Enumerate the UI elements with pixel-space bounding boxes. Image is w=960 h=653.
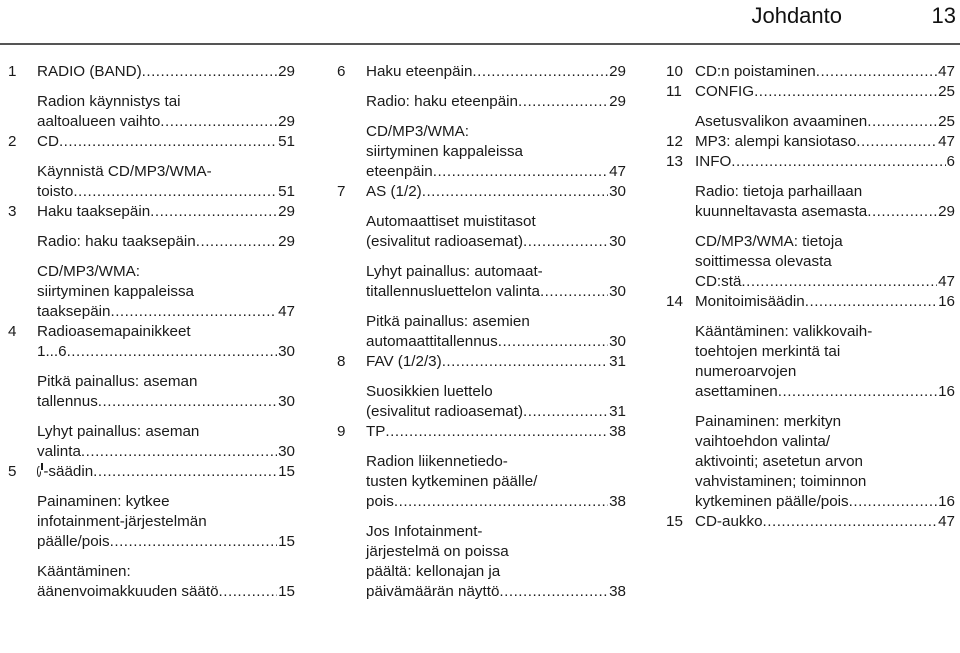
dot-leader <box>856 132 937 152</box>
dot-leader <box>150 202 277 222</box>
dot-leader <box>433 162 608 182</box>
power-icon <box>37 466 41 477</box>
entry-number: 7 <box>337 183 346 200</box>
entry-text-line: Kääntäminen: <box>37 563 131 580</box>
dot-leader <box>754 82 937 102</box>
entry-text-line: Käynnistä CD/MP3/WMA- <box>37 163 212 180</box>
entry-text-line: toisto <box>37 183 74 200</box>
page-reference: 47 <box>938 63 955 80</box>
entry-text-line: Radio: haku taaksepäin <box>37 233 196 250</box>
entry-text-line: päälle/pois <box>37 533 110 550</box>
page-reference: 31 <box>609 403 626 420</box>
dot-leader <box>849 492 937 512</box>
entry-text-line: Radio: tietoja parhaillaan <box>695 183 863 200</box>
entry-text-line: CD-aukko <box>695 513 763 530</box>
page-reference: 16 <box>938 493 955 510</box>
entry-reference-line <box>37 342 295 362</box>
entry-text-line: infotainment-järjestelmän <box>37 513 207 530</box>
entry-reference-line <box>37 462 295 482</box>
entry-number: 11 <box>666 83 682 100</box>
index-entry <box>666 62 955 82</box>
entry-text-line: automaattitallennus <box>366 333 498 350</box>
page-reference: 47 <box>278 303 295 320</box>
dot-leader <box>219 582 278 602</box>
entry-text-line: Suosikkien luettelo <box>366 383 493 400</box>
index-subentry <box>37 562 295 602</box>
dot-leader <box>540 282 608 302</box>
dot-leader <box>523 232 608 252</box>
entry-text-line: Haku taaksepäin <box>37 203 151 220</box>
index-entry <box>666 82 955 132</box>
entry-text-line: Radio: haku eteenpäin <box>366 93 518 110</box>
entry-text-line: toehtojen merkintä tai <box>695 343 841 360</box>
index-entry <box>666 512 955 532</box>
index-subentry <box>695 112 955 132</box>
page-reference: 38 <box>609 583 626 600</box>
entry-reference-line <box>37 182 295 202</box>
entry-reference-line <box>37 62 295 82</box>
entry-reference-line <box>695 112 955 132</box>
entry-text-line: Painaminen: merkityn <box>695 413 842 430</box>
index-subentry <box>366 62 626 82</box>
page-reference: 47 <box>938 513 955 530</box>
entry-text-line: Pitkä painallus: asemien <box>366 313 530 330</box>
entry-text-line: AS (1/2) <box>366 183 422 200</box>
entry-reference-line <box>695 152 955 172</box>
entry-text-line: vahvistaminen; toiminnon <box>695 473 867 490</box>
dot-leader <box>196 232 277 252</box>
index-entry <box>666 152 955 292</box>
entry-text-line: vaihtoehdon valinta/ <box>695 433 831 450</box>
entry-text-line: Haku eteenpäin <box>366 63 473 80</box>
section-title: Johdanto <box>751 3 842 28</box>
index-entry <box>8 132 295 202</box>
index-subentry <box>695 82 955 102</box>
dot-leader <box>741 272 937 292</box>
entry-text-line: eteenpäin <box>366 163 433 180</box>
index-column-2 <box>337 62 626 602</box>
page-reference: 29 <box>938 203 955 220</box>
entry-reference-line <box>366 182 626 202</box>
entry-text-line: siirtyminen kappaleissa <box>366 143 524 160</box>
entry-reference-line <box>366 282 626 302</box>
entry-text-line: kytkeminen päälle/pois <box>695 493 849 510</box>
entry-text-line: CD/MP3/WMA: <box>366 123 469 140</box>
entry-text-line: päältä: kellonajan ja <box>366 563 501 580</box>
index-entry <box>666 292 955 512</box>
dot-leader <box>110 302 277 322</box>
index-subentry <box>37 132 295 152</box>
entry-number: 5 <box>8 463 17 480</box>
entry-reference-line <box>366 62 626 82</box>
entry-text-line: Radioasemapainikkeet <box>37 323 191 340</box>
index-subentry <box>366 422 626 442</box>
index-subentry <box>366 522 626 602</box>
page-reference: 16 <box>938 383 955 400</box>
dot-leader <box>81 442 277 462</box>
dot-leader <box>518 92 608 112</box>
page-reference: 30 <box>609 233 626 250</box>
index-subentry <box>37 462 295 482</box>
entry-text-line: kuunneltavasta asemasta <box>695 203 868 220</box>
entry-text-line: (esivalitut radioasemat) <box>366 233 523 250</box>
page-reference: 30 <box>609 333 626 350</box>
entry-text-line: taaksepäin <box>37 303 111 320</box>
page-reference: 29 <box>278 233 295 250</box>
entry-reference-line <box>37 392 295 412</box>
index-subentry <box>695 232 955 292</box>
entry-text-line: valinta <box>37 443 81 460</box>
entry-text-line: CD:stä <box>695 273 742 290</box>
entry-text-line: aktivointi; asetetun arvon <box>695 453 864 470</box>
index-subentry <box>695 132 955 152</box>
dot-leader <box>472 62 608 82</box>
entry-text-line: Lyhyt painallus: automaat- <box>366 263 543 280</box>
entry-text-line: tallennus <box>37 393 98 410</box>
dot-leader <box>805 292 937 312</box>
entry-reference-line <box>366 422 626 442</box>
dot-leader <box>731 152 945 172</box>
index-subentry <box>366 212 626 252</box>
entry-reference-line <box>366 332 626 352</box>
page-reference: 38 <box>609 423 626 440</box>
entry-number: 12 <box>666 133 683 150</box>
dot-leader <box>93 462 277 482</box>
index-subentry <box>366 352 626 372</box>
dot-leader <box>160 112 277 132</box>
entry-reference-line <box>366 492 626 512</box>
entry-text-line: Lyhyt painallus: aseman <box>37 423 200 440</box>
index-subentry <box>37 92 295 132</box>
entry-reference-line <box>37 232 295 252</box>
entry-reference-line <box>366 582 626 602</box>
header-rule <box>0 43 960 45</box>
entry-number: 4 <box>8 323 17 340</box>
entry-reference-line <box>366 162 626 182</box>
page-number: 13 <box>931 3 956 28</box>
page-reference: 16 <box>938 293 955 310</box>
entry-reference-line <box>37 202 295 222</box>
entry-text-line: 1...6 <box>37 343 67 360</box>
dot-leader <box>816 62 937 82</box>
index-subentry <box>695 182 955 222</box>
dot-leader <box>867 202 937 222</box>
entry-reference-line <box>695 82 955 102</box>
dot-leader <box>394 492 608 512</box>
page-reference: 25 <box>938 113 955 130</box>
index-subentry <box>366 262 626 302</box>
index-subentry <box>37 422 295 462</box>
dot-leader <box>442 352 608 372</box>
entry-reference-line <box>695 382 955 402</box>
index-subentry <box>695 412 955 512</box>
index-subentry <box>37 62 295 82</box>
page-reference: 31 <box>609 353 626 370</box>
entry-text-line: siirtyminen kappaleissa <box>37 283 195 300</box>
entry-number: 13 <box>666 153 683 170</box>
dot-leader <box>763 512 938 532</box>
dot-leader <box>110 532 277 552</box>
page-reference: 30 <box>609 283 626 300</box>
page-reference: 51 <box>278 183 295 200</box>
entry-text-line: INFO <box>695 153 732 170</box>
page-reference: 51 <box>278 133 295 150</box>
entry-number: 6 <box>337 63 346 80</box>
index-subentry <box>695 62 955 82</box>
dot-leader <box>867 112 937 132</box>
entry-reference-line <box>695 132 955 152</box>
entry-reference-line <box>695 272 955 292</box>
page-reference: 47 <box>938 133 955 150</box>
index-subentry <box>366 122 626 182</box>
entry-reference-line <box>695 202 955 222</box>
entry-reference-line <box>695 292 955 312</box>
entry-text-line: Asetusvalikon avaaminen <box>695 113 868 130</box>
entry-text-line: MP3: alempi kansiotaso <box>695 133 857 150</box>
page-reference: 6 <box>946 153 955 170</box>
entry-reference-line <box>366 92 626 112</box>
entry-text-line: aaltoalueen vaihto <box>37 113 161 130</box>
dot-leader <box>778 382 937 402</box>
index-subentry <box>366 182 626 202</box>
index-entry <box>337 62 626 182</box>
index-subentry <box>695 292 955 312</box>
page-reference: 25 <box>938 83 955 100</box>
page-reference: 29 <box>278 63 295 80</box>
entry-text-line: CD/MP3/WMA: tietoja <box>695 233 843 250</box>
entry-reference-line <box>695 62 955 82</box>
entry-text-line: Kääntäminen: valikkovaih- <box>695 323 873 340</box>
entry-text-line: soittimessa olevasta <box>695 253 832 270</box>
page-reference: 30 <box>278 443 295 460</box>
entry-text-line: (esivalitut radioasemat) <box>366 403 523 420</box>
dot-leader <box>98 392 277 412</box>
entry-number: 14 <box>666 293 683 310</box>
dot-leader <box>385 422 608 442</box>
entry-text-line: titallennusluettelon valinta <box>366 283 540 300</box>
entry-text-line: Painaminen: kytkee <box>37 493 170 510</box>
entry-text-line: päivämäärän näyttö <box>366 583 500 600</box>
index-subentry <box>37 262 295 322</box>
entry-text-line: asettaminen <box>695 383 778 400</box>
entry-reference-line <box>37 132 295 152</box>
entry-reference-line <box>37 532 295 552</box>
index-subentry <box>366 382 626 422</box>
entry-number: 8 <box>337 353 346 370</box>
entry-text-line: FAV (1/2/3) <box>366 353 442 370</box>
entry-text-line: Pitkä painallus: aseman <box>37 373 198 390</box>
index-entry <box>8 462 295 602</box>
dot-leader <box>142 62 277 82</box>
entry-reference-line <box>37 442 295 462</box>
page-reference: 15 <box>278 533 295 550</box>
entry-reference-line <box>366 402 626 422</box>
entry-number: 1 <box>8 63 17 80</box>
entry-text-line: Monitoimisäädin <box>695 293 805 310</box>
index-column-3 <box>666 62 955 532</box>
entry-text-line: Radion käynnistys tai <box>37 93 181 110</box>
entry-number: 2 <box>8 133 17 150</box>
index-entry <box>337 352 626 422</box>
page-reference: 15 <box>278 463 295 480</box>
entry-text-line: Jos Infotainment- <box>366 523 483 540</box>
index-subentry <box>695 322 955 402</box>
index-subentry <box>37 322 295 362</box>
index-subentry <box>37 372 295 412</box>
page-header <box>0 0 960 44</box>
index-entry <box>666 132 955 152</box>
index-entry <box>8 202 295 322</box>
entry-text-line: äänenvoimakkuuden säätö <box>37 583 219 600</box>
entry-text-line: Radion liikennetiedo- <box>366 453 508 470</box>
index-subentry <box>37 232 295 252</box>
entry-reference-line <box>37 582 295 602</box>
entry-number: 3 <box>8 203 17 220</box>
index-subentry <box>366 312 626 352</box>
entry-text-line: numeroarvojen <box>695 363 797 380</box>
dot-leader <box>498 332 608 352</box>
entry-text-line: pois <box>366 493 394 510</box>
entry-reference-line <box>695 512 955 532</box>
page-reference: 29 <box>609 93 626 110</box>
entry-text-line: RADIO (BAND) <box>37 63 142 80</box>
entry-text-line: järjestelmä on poissa <box>366 543 509 560</box>
index-subentry <box>695 152 955 172</box>
page-reference: 29 <box>609 63 626 80</box>
index-subentry <box>37 492 295 552</box>
entry-text-line: CD <box>37 133 59 150</box>
index-subentry <box>695 512 955 532</box>
dot-leader <box>499 582 608 602</box>
page-reference: 15 <box>278 583 295 600</box>
index-subentry <box>366 452 626 512</box>
entry-reference-line <box>695 492 955 512</box>
entry-text-line: tusten kytkeminen päälle/ <box>366 473 538 490</box>
entry-number: 9 <box>337 423 346 440</box>
page-reference: 29 <box>278 113 295 130</box>
page-reference: 30 <box>278 393 295 410</box>
page-reference: 30 <box>609 183 626 200</box>
entry-text-line: CD:n poistaminen <box>695 63 816 80</box>
page-reference: 30 <box>278 343 295 360</box>
entry-text-line: TP <box>366 423 386 440</box>
dot-leader <box>59 132 277 152</box>
entry-reference-line <box>366 352 626 372</box>
index-column-1 <box>8 62 295 602</box>
entry-reference-line <box>37 302 295 322</box>
entry-text-line: Automaattiset muistitasot <box>366 213 536 230</box>
entry-number: 15 <box>666 513 683 530</box>
index-subentry <box>366 92 626 112</box>
entry-number: 10 <box>666 63 683 80</box>
dot-leader <box>73 182 277 202</box>
page-reference: 47 <box>938 273 955 290</box>
entry-text-line: -säädin <box>43 463 94 480</box>
index-entry <box>8 62 295 132</box>
index-entry <box>337 182 626 352</box>
entry-text-line: CD/MP3/WMA: <box>37 263 140 280</box>
entry-reference-line <box>37 112 295 132</box>
index-entry <box>8 322 295 462</box>
entry-text-line: CONFIG <box>695 83 755 100</box>
index-subentry <box>37 202 295 222</box>
dot-leader <box>67 342 278 362</box>
index-entry <box>337 422 626 602</box>
index-subentry <box>37 162 295 202</box>
dot-leader <box>422 182 608 202</box>
page-reference: 29 <box>278 203 295 220</box>
dot-leader <box>523 402 608 422</box>
page-reference: 47 <box>609 163 626 180</box>
page-reference: 38 <box>609 493 626 510</box>
entry-reference-line <box>366 232 626 252</box>
